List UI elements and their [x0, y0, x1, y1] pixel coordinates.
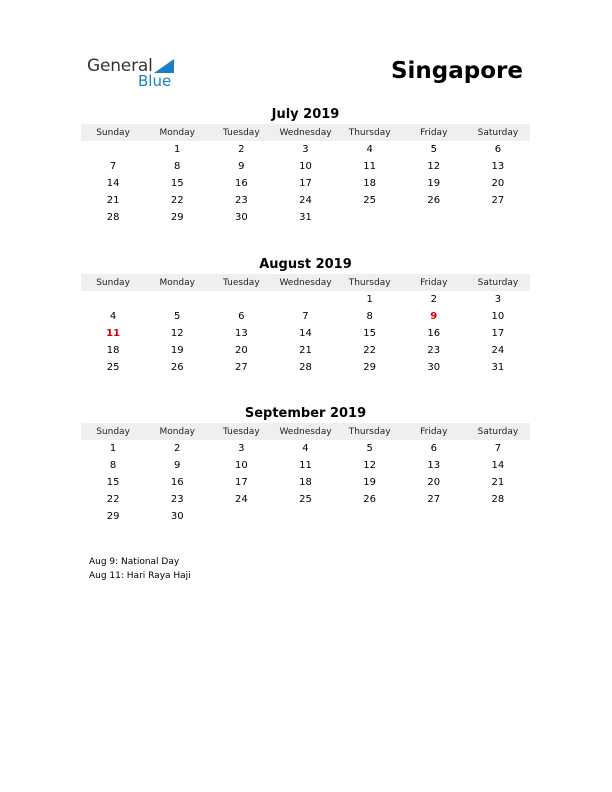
- day-cell: [338, 209, 402, 226]
- logo-blue-text: Blue: [138, 72, 172, 90]
- week-row: [81, 209, 530, 226]
- day-cell: 29: [106, 511, 120, 522]
- day-cell: 16: [170, 477, 184, 488]
- weekday-header: Thursday: [338, 274, 402, 291]
- day-cell: 15: [170, 178, 184, 189]
- weekday-header: Wednesday: [273, 274, 337, 291]
- day-cell: [209, 291, 273, 308]
- day-cell: 4: [109, 311, 117, 322]
- week-row: [81, 457, 530, 474]
- week-row: [81, 192, 530, 209]
- day-cell: 28: [299, 362, 312, 373]
- day-cell: [338, 508, 402, 525]
- day-cell: 14: [106, 178, 120, 189]
- day-cell: 21: [491, 477, 505, 488]
- weekday-header: Saturday: [466, 124, 530, 141]
- day-cell: 12: [427, 161, 441, 172]
- day-cell: 17: [234, 477, 248, 488]
- day-cell: [466, 209, 530, 226]
- weekday-header: Saturday: [466, 423, 530, 440]
- day-cell: 8: [174, 161, 181, 172]
- day-cell: 26: [427, 195, 441, 206]
- weekday-header: Monday: [145, 274, 209, 291]
- day-cell: 3: [302, 144, 309, 155]
- weekday-header: Sunday: [81, 124, 145, 141]
- day-cell: 19: [170, 345, 184, 356]
- day-cell: 7: [494, 443, 502, 454]
- day-cell: 9: [430, 311, 438, 322]
- day-cell: 12: [170, 328, 184, 339]
- weekday-header: Friday: [402, 274, 466, 291]
- day-cell: [81, 141, 145, 158]
- day-cell: 21: [106, 195, 120, 206]
- week-row: [81, 291, 530, 308]
- week-row: [81, 308, 530, 325]
- day-cell: 9: [174, 460, 181, 471]
- day-cell: 28: [106, 212, 120, 223]
- day-cell: [81, 291, 145, 308]
- day-cell: 17: [491, 328, 505, 339]
- calendar-grid: [81, 423, 530, 525]
- week-row: [81, 359, 530, 376]
- day-cell: 22: [170, 195, 184, 206]
- day-cell: 3: [494, 294, 502, 305]
- day-cell: [273, 291, 337, 308]
- day-cell: 20: [427, 477, 441, 488]
- day-cell: 1: [174, 144, 181, 155]
- day-cell: 9: [238, 161, 245, 172]
- month-july: [81, 106, 530, 226]
- weekday-header: Thursday: [338, 124, 402, 141]
- day-cell: 7: [302, 311, 309, 322]
- day-cell: 10: [491, 311, 505, 322]
- weekday-header: Saturday: [466, 274, 530, 291]
- day-cell: 19: [427, 178, 441, 189]
- month-title: August 2019: [259, 257, 352, 272]
- day-cell: 24: [234, 494, 248, 505]
- day-cell: 28: [491, 494, 505, 505]
- day-cell: 27: [234, 362, 248, 373]
- day-cell: 27: [427, 494, 441, 505]
- day-cell: [466, 508, 530, 525]
- day-cell: 13: [234, 328, 248, 339]
- holiday-item: Aug 9: National Day: [89, 557, 180, 567]
- day-cell: 8: [366, 311, 373, 322]
- day-cell: 3: [238, 443, 245, 454]
- week-row: [81, 474, 530, 491]
- day-cell: 16: [427, 328, 441, 339]
- day-cell: [209, 508, 273, 525]
- day-cell: [402, 209, 466, 226]
- day-cell: 1: [109, 443, 117, 454]
- holiday-list: [89, 555, 191, 583]
- day-cell: 31: [491, 362, 505, 373]
- holiday-item: Aug 11: Hari Raya Haji: [89, 571, 191, 581]
- day-cell: 26: [363, 494, 376, 505]
- weekday-header: Tuesday: [209, 124, 273, 141]
- day-cell: 1: [366, 294, 373, 305]
- week-row: [81, 175, 530, 192]
- day-cell: 18: [106, 345, 120, 356]
- weekday-header: Wednesday: [273, 124, 337, 141]
- day-cell: 19: [363, 477, 376, 488]
- day-cell: 10: [299, 161, 312, 172]
- weekday-header-row: [81, 274, 530, 291]
- week-row: [81, 508, 530, 525]
- day-cell: 25: [299, 494, 312, 505]
- day-cell: [273, 508, 337, 525]
- day-cell: 4: [366, 144, 373, 155]
- day-cell: 13: [427, 460, 441, 471]
- weekday-header: Monday: [145, 124, 209, 141]
- day-cell: 24: [299, 195, 312, 206]
- day-cell: 10: [234, 460, 248, 471]
- weekday-header: Thursday: [338, 423, 402, 440]
- day-cell: 4: [302, 443, 309, 454]
- day-cell: 14: [491, 460, 505, 471]
- country-title: Singapore: [390, 58, 523, 84]
- day-cell: 20: [234, 345, 248, 356]
- day-cell: 17: [299, 178, 312, 189]
- week-row: [81, 141, 530, 158]
- week-row: [81, 342, 530, 359]
- weekday-header: Friday: [402, 423, 466, 440]
- day-cell: 30: [170, 511, 184, 522]
- day-cell: 27: [491, 195, 505, 206]
- day-cell: 5: [430, 144, 437, 155]
- day-cell: 25: [363, 195, 376, 206]
- day-cell: 20: [491, 178, 505, 189]
- day-cell: 30: [234, 212, 248, 223]
- day-cell: 11: [106, 328, 121, 339]
- weekday-header: Sunday: [81, 274, 145, 291]
- day-cell: 6: [238, 311, 245, 322]
- day-cell: 5: [366, 443, 373, 454]
- day-cell: 24: [491, 345, 505, 356]
- weekday-header: Friday: [402, 124, 466, 141]
- logo-general-text: General: [87, 56, 153, 76]
- day-cell: 18: [363, 178, 376, 189]
- day-cell: 14: [299, 328, 312, 339]
- weekday-header-row: [81, 124, 530, 141]
- day-cell: 30: [427, 362, 441, 373]
- day-cell: 26: [170, 362, 184, 373]
- day-cell: 7: [109, 161, 117, 172]
- day-cell: 22: [106, 494, 120, 505]
- weekday-header: Sunday: [81, 423, 145, 440]
- day-cell: 6: [494, 144, 502, 155]
- day-cell: 12: [363, 460, 376, 471]
- day-cell: 11: [299, 460, 312, 471]
- day-cell: [402, 508, 466, 525]
- day-cell: 2: [174, 443, 181, 454]
- weekday-header-row: [81, 423, 530, 440]
- day-cell: 31: [299, 212, 312, 223]
- week-row: [81, 158, 530, 175]
- day-cell: 15: [363, 328, 376, 339]
- day-cell: 18: [299, 477, 312, 488]
- day-cell: 23: [234, 195, 248, 206]
- month-title: July 2019: [271, 107, 340, 122]
- week-row: [81, 325, 530, 342]
- weekday-header: Tuesday: [209, 274, 273, 291]
- weekday-header: Tuesday: [209, 423, 273, 440]
- day-cell: 2: [430, 294, 437, 305]
- calendar-grid: [81, 274, 530, 376]
- day-cell: 6: [430, 443, 437, 454]
- day-cell: 23: [427, 345, 441, 356]
- day-cell: 29: [170, 212, 184, 223]
- month-title: September 2019: [244, 406, 367, 421]
- day-cell: 5: [174, 311, 181, 322]
- day-cell: 22: [363, 345, 376, 356]
- day-cell: 25: [106, 362, 120, 373]
- week-row: [81, 440, 530, 457]
- week-row: [81, 491, 530, 508]
- day-cell: 29: [363, 362, 376, 373]
- weekday-header: Wednesday: [273, 423, 337, 440]
- calendar-grid: [81, 124, 530, 226]
- day-cell: 16: [234, 178, 248, 189]
- day-cell: 2: [238, 144, 245, 155]
- month-september: [81, 405, 530, 525]
- generalblue-logo: [87, 56, 197, 92]
- day-cell: 13: [491, 161, 505, 172]
- day-cell: 8: [109, 460, 117, 471]
- day-cell: 15: [106, 477, 120, 488]
- day-cell: 21: [299, 345, 312, 356]
- logo-triangle-icon: [154, 59, 174, 73]
- day-cell: 11: [363, 161, 376, 172]
- month-august: [81, 256, 530, 376]
- weekday-header: Monday: [145, 423, 209, 440]
- day-cell: 23: [170, 494, 184, 505]
- day-cell: [145, 291, 209, 308]
